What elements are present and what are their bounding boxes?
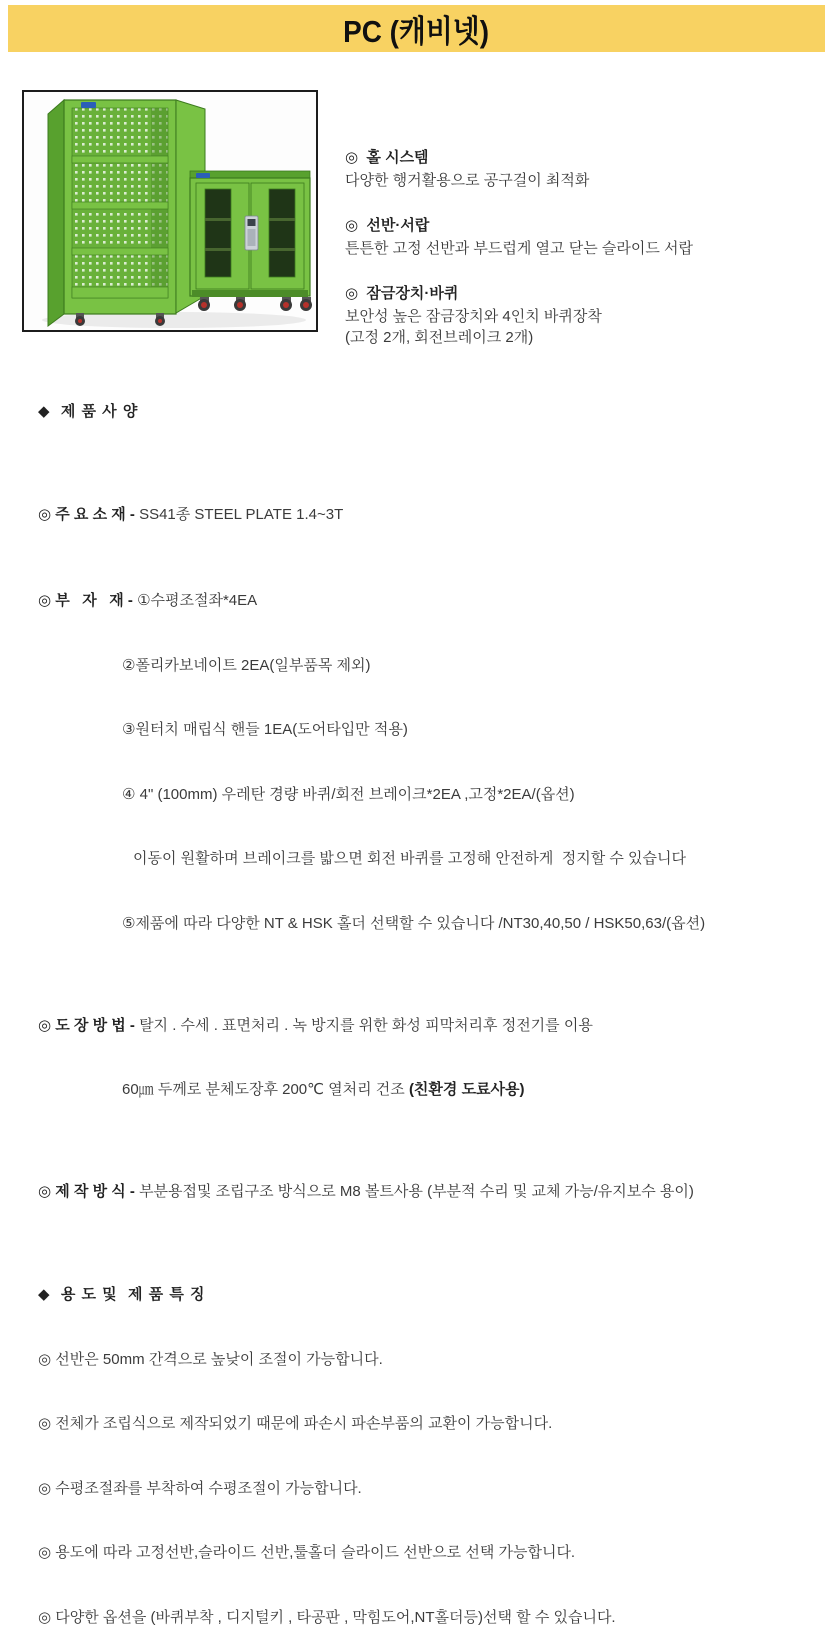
feature-lock-wheel xyxy=(345,283,820,348)
tall-floor xyxy=(72,287,168,298)
spec-heading: ◆ 제 품 사 양 xyxy=(38,403,139,420)
spec-parts-item: ③원터치 매립식 핸들 1EA(도어타입만 적용) xyxy=(122,721,408,738)
feature-shelf-drawer xyxy=(345,215,820,259)
spec-value: SS41종 STEEL PLATE 1.4~3T xyxy=(139,506,344,523)
spec-section xyxy=(38,358,818,1650)
spec-label: ◎ 제 작 방 식 - xyxy=(38,1183,140,1200)
spec-parts-item: ④ 4" (100mm) 우레탄 경량 바퀴/회전 브레이크*2EA ,고정*2EA/(옵션) xyxy=(122,785,575,803)
digital-lock-handle xyxy=(245,216,258,250)
feature-desc: 보안성 높은 잠금장치와 4인치 바퀴장착 xyxy=(345,308,602,325)
page-header xyxy=(8,5,825,52)
spec-label: ◎ 부 자 재 - xyxy=(38,592,138,609)
spec-row-parts xyxy=(38,590,818,612)
usage-item: ◎ 선반은 50mm 간격으로 높낮이 조절이 가능합니다. xyxy=(38,1350,383,1368)
tall-left-door xyxy=(48,100,64,326)
product-photo-cabinets xyxy=(24,92,316,330)
usage-heading: ◆ 용 도 및 제 품 특 징 xyxy=(38,1286,206,1303)
spec-row-material xyxy=(38,504,818,526)
usage-item: ◎ 전체가 조립식으로 제작되었기 때문에 파손시 파손부품의 교환이 가능합니다. xyxy=(38,1415,553,1432)
feature-title: ◎ 잠금장치·바퀴 xyxy=(345,285,459,302)
spec-parts-item: ⑤제품에 따라 다양한 NT & HSK 홀더 선택할 수 있습니다 /NT30,40,50 / HSK50,63/(옵션) xyxy=(122,914,706,932)
feature-desc: 다양한 행거활용으로 공구걸이 최적화 xyxy=(345,172,590,189)
short-plinth xyxy=(192,290,308,297)
spec-parts-item: ②폴리카보네이트 2EA(일부품목 제외) xyxy=(122,656,371,674)
brand-label-short xyxy=(196,173,210,178)
usage-item: ◎ 수평조절좌를 부착하여 수평조절이 가능합니다. xyxy=(38,1479,362,1497)
tall-shelf-3 xyxy=(72,248,168,255)
spec-row-paint xyxy=(38,1015,818,1037)
feature-hole-system xyxy=(345,147,820,191)
spec-value: ①수평조절좌*4EA xyxy=(137,592,258,609)
feature-desc: 튼튼한 고정 선반과 부드럽게 열고 닫는 슬라이드 서랍 xyxy=(345,240,693,257)
spec-parts-note: 이동이 원활하며 브레이크를 밟으면 회전 바퀴를 고정해 안전하게 정지할 수 있습니다 xyxy=(133,850,686,867)
spec-value-bold: (친환경 도료사용) xyxy=(408,1081,525,1098)
short-left-window xyxy=(205,189,231,277)
tall-shelf-1 xyxy=(72,156,168,163)
spec-label: ◎ 도 장 방 법 - xyxy=(38,1016,140,1034)
product-photo-frame xyxy=(22,90,318,332)
short-casters xyxy=(198,297,312,311)
page-title: PC (캐비넷) xyxy=(343,14,490,49)
spec-value: 탈지 . 수세 . 표면처리 . 녹 방지를 위한 화성 피막처리후 정전기를 이용 xyxy=(139,1016,593,1034)
spec-row-build xyxy=(38,1181,818,1203)
tall-shelf-2 xyxy=(72,202,168,209)
spec-value: 부분용접및 조립구조 방식으로 M8 볼트사용 (부분적 수리 및 교체 가능/유지보수 용이) xyxy=(139,1183,694,1200)
short-right-window xyxy=(269,189,295,277)
tall-cabinet xyxy=(48,100,205,326)
feature-desc: (고정 2개, 회전브레이크 2개) xyxy=(345,329,534,346)
spec-paint-line2 xyxy=(122,1079,818,1101)
usage-item: ◎ 다양한 옵션을 (바퀴부착 , 디지털키 , 타공판 , 막힘도어,NT홀더등)선택 할 수 있습니다. xyxy=(38,1608,616,1626)
spec-value: 60㎛ 두께로 분체도장후 200℃ 열처리 건조 xyxy=(122,1081,409,1098)
feature-list xyxy=(345,147,820,372)
brand-label-tall xyxy=(81,102,96,108)
short-cabinet xyxy=(190,171,312,311)
spec-label: ◎ 주 요 소 재 - xyxy=(38,506,140,523)
usage-item: ◎ 용도에 따라 고정선반,슬라이드 선반,툴홀더 슬라이드 선반으로 선택 가능합니다. xyxy=(38,1544,576,1561)
feature-title: ◎ 선반·서랍 xyxy=(345,217,430,234)
feature-title: ◎ 홀 시스템 xyxy=(345,149,429,166)
